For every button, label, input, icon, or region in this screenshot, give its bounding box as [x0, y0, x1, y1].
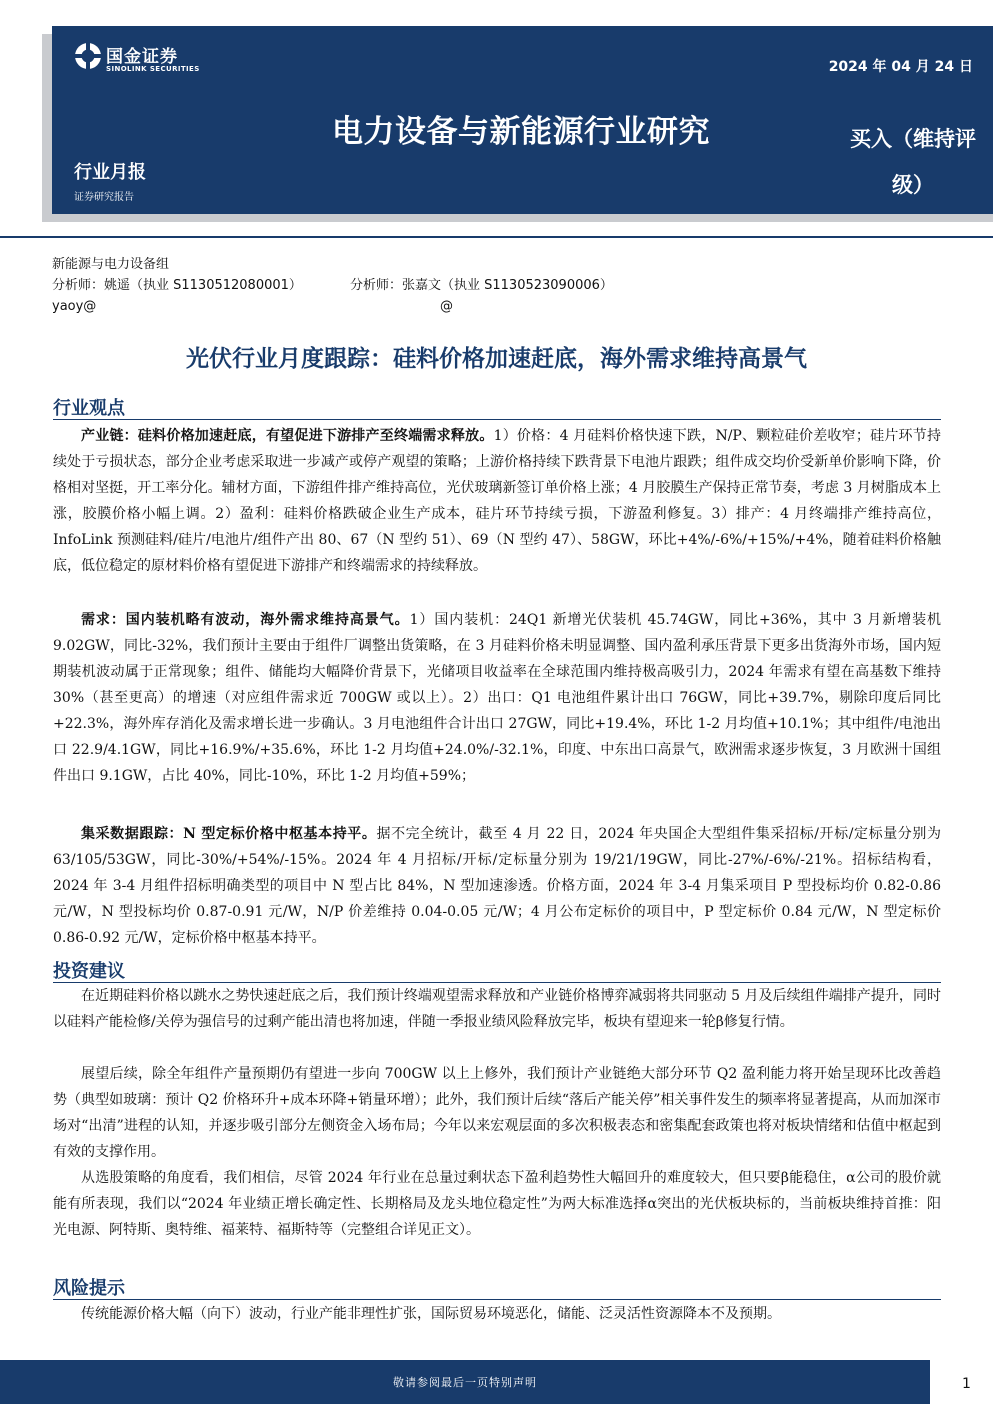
section-rule	[53, 419, 941, 420]
section-heading-risk: 风险提示	[53, 1278, 125, 1299]
body-demand: 1）国内装机：24Q1 新增光伏装机 45.74GW，同比+36%，其中 3 月新增装机 9.02GW，同比-32%，我们预计主要由于组件厂调整出货策略，在 3 月硅料价格未明显调整、国内盈利承压背景下更多出货海外市场，国内短期装机波动属于正常现象；组件、储能均大幅降价背景下，光储项目收益率在全球范围内维持极高吸引力，2024 年需求有望在高基数下维持 30%（甚至更高）的增速（对应组件需求近 700GW 或以上）。2）出口：Q1 电池组件累计出口 76GW，同比+39.7%，剔除印度后同比+22.3%，海外库存消化及需求增长进一步确认。3 月电池组件合计出口 27GW，同比+19.4%，环比 1-2 月均值+10.1%；其中组件/电池出口 22.9/4.1GW，同比+16.9%/+35.6%，环比 1-2 月均值+24.0%/-32.1%，印度、中东出口高景气，欧洲需求逐步恢复，3 月欧洲十国组件出口 9.1GW，占比 40%，同比-10%，环比 1-2 月均值+59%；	[53, 612, 941, 784]
section-heading-view: 行业观点	[53, 398, 125, 419]
rating-label: 买入（维持评级）	[850, 127, 976, 197]
lead-demand: 需求：国内装机略有波动，海外需求维持高景气。	[81, 612, 410, 628]
brand-name-cn: 国金证券	[106, 47, 178, 67]
brand-logo	[74, 42, 224, 82]
page-number: 1	[962, 1376, 971, 1392]
lead-procurement: 集采数据跟踪：N 型定标价格中枢基本持平。	[81, 826, 377, 842]
report-title: 光伏行业月度跟踪：硅料价格加速赶底，海外需求维持高景气	[186, 346, 807, 372]
header-divider	[0, 236, 993, 238]
report-header	[52, 26, 993, 214]
paragraph-procurement	[53, 821, 941, 951]
page-footer	[0, 1360, 993, 1404]
report-type: 行业月报	[74, 162, 146, 183]
analyst-2: 分析师：张嘉文（执业 S1130523090006）	[350, 278, 613, 293]
paragraph-demand	[53, 607, 941, 789]
analyst-row	[52, 275, 613, 296]
paragraph-invest-3: 从选股策略的角度看，我们相信，尽管 2024 年行业在总量过剩状态下盈利趋势性大幅回升的难度较大，但只要β能稳住，α公司的股价就能有所表现，我们以“2024 年业绩正增长确定性、长期格局及龙头地位稳定性”为两大标准选择α突出的光伏板块标的，当前板块维持首推：阳光电源、阿特斯、奥特维、福莱特、福斯特等（完整组合详见正文）。	[53, 1170, 941, 1238]
analyst-2-email[interactable]: @	[440, 299, 453, 314]
report-date: 2024 年 04 月 24 日	[828, 59, 973, 75]
paragraph-supply-chain	[53, 423, 941, 579]
paragraph-risk: 传统能源价格大幅（向下）波动，行业产能非理性扩张，国际贸易环境恶化，储能、泛灵活性资源降本不及预期。	[81, 1306, 781, 1322]
section-rule	[53, 1299, 941, 1300]
analyst-1-email[interactable]: yaoy@	[52, 299, 97, 314]
lead-supply-chain: 产业链：硅料价格加速赶底，有望促进下游排产至终端需求释放。	[81, 428, 494, 444]
email-row	[52, 296, 453, 317]
analyst-block	[52, 254, 613, 317]
footer-notice: 敬请参阅最后一页特别声明	[393, 1376, 537, 1389]
industry-title: 电力设备与新能源行业研究	[332, 114, 710, 150]
brand-name-en: SINOLINK SECURITIES	[106, 65, 200, 73]
team-name: 新能源与电力设备组	[52, 257, 170, 272]
body-procurement: 据不完全统计，截至 4 月 22 日，2024 年央国企大型组件集采招标/开标/定标量分别为 63/105/53GW，同比-30%/+54%/-15%。2024 年 4 月招标/开标/定标量分别为 19/21/19GW，同比-27%/-6%/-21%。招标结构看，2024 年 3-4 月组件招标明确类型的项目中 N 型占比 84%，N 型加速渗透。价格方面，2024 年 3-4 月集采项目 P 型投标均价 0.82-0.86 元/W，N 型投标均价 0.87-0.91 元/W，N/P 价差维持 0.04-0.05 元/W；4 月公布定标价的项目中，P 型定标价 0.84 元/W，N 型定标价 0.86-0.92 元/W，定标价格中枢基本持平。	[53, 826, 941, 946]
report-subtype: 证券研究报告	[74, 192, 134, 203]
section-heading-invest: 投资建议	[53, 961, 125, 982]
body-supply-chain: 1）价格：4 月硅料价格快速下跌，N/P、颗粒硅价差收窄；硅片环节持续处于亏损状态，部分企业考虑采取进一步减产或停产观望的策略；上游价格持续下跌背景下电池片跟跌；组件成交均价受新单价影响下降，价格相对坚挺，开工率分化。辅材方面，下游组件排产维持高位，光伏玻璃新签订单价格上涨；4 月胶膜生产保持正常节奏，考虑 3 月树脂成本上涨，胶膜价格小幅上调。2）盈利：硅料价格跌破企业生产成本，硅片环节持续亏损，下游盈利修复。3）排产：4 月终端排产维持高位，InfoLink 预测硅料/硅片/电池片/组件产出 80、67（N 型约 51）、69（N 型约 47）、58GW，环比+4%/-6%/+15%/+4%，随着硅料价格触底，低位稳定的原材料价格有望促进下游排产和终端需求的持续释放。	[53, 428, 941, 574]
sinolink-logo-icon	[74, 42, 102, 70]
analyst-1: 分析师：姚遥（执业 S1130512080001）	[52, 278, 302, 293]
paragraph-invest-2: 展望后续，除全年组件产量预期仍有望进一步向 700GW 以上上修外，我们预计产业链绝大部分环节 Q2 盈利能力将开始呈现环比改善趋势（典型如玻璃：预计 Q2 价格环升+成本环降+销量环增）；此外，我们预计后续“落后产能关停”相关事件发生的频率将显著提高，从而加深市场对“出清”进程的认知，并逐步吸引部分左侧资金入场布局；今年以来宏观层面的多次积极表态和密集配套政策也将对板块情绪和估值中枢起到有效的支撑作用。	[53, 1066, 941, 1160]
paragraph-invest-1: 在近期硅料价格以跳水之势快速赶底之后，我们预计终端观望需求释放和产业链价格博弈减弱将共同驱动 5 月及后续组件端排产提升，同时以硅料产能检修/关停为强信号的过剩产能出清也将加速，伴随一季报业绩风险释放完毕，板块有望迎来一轮β修复行情。	[53, 988, 941, 1030]
